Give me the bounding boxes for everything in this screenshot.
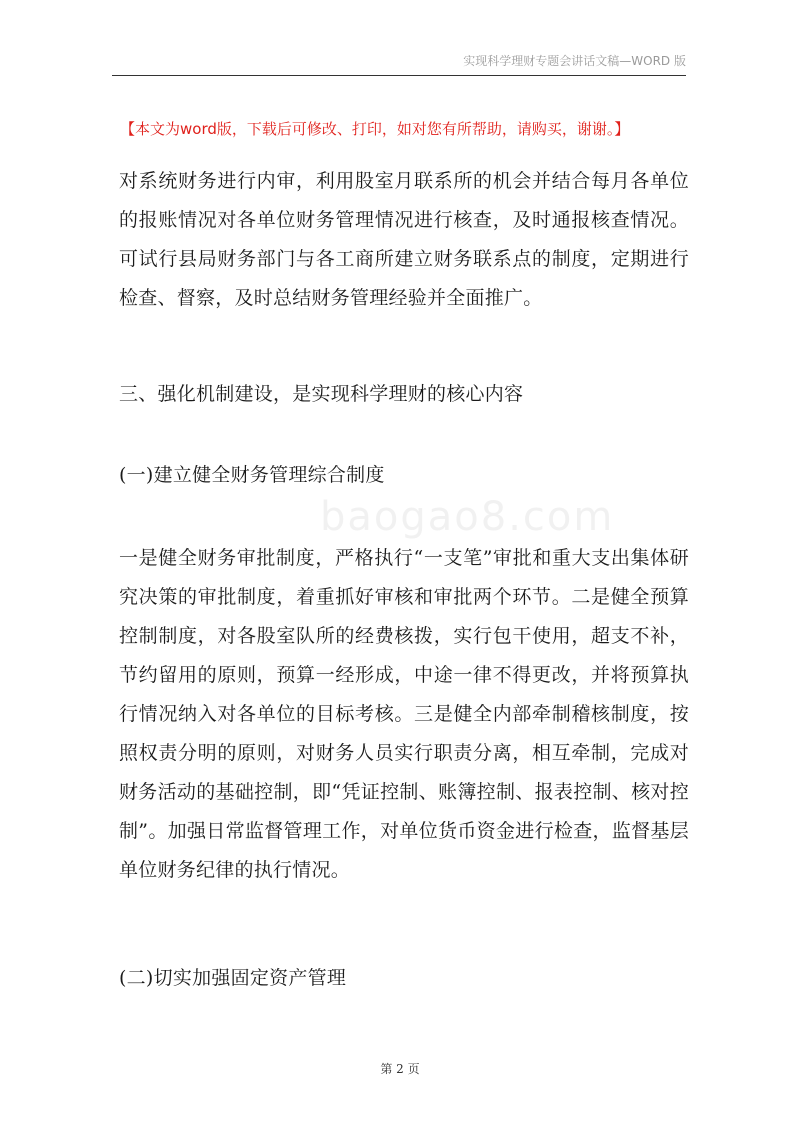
- body-paragraph-1: 对系统财务进行内审，利用股室月联系所的机会并结合每月各单位的报账情况对各单位财务管理情况进行核查，及时通报核查情况。可试行县局财务部门与各工商所建立财务联系点的制度，定期进行检查、督察，及时总结财务管理经验并全面推广。: [119, 170, 689, 309]
- page-number: 第 2 页: [380, 1062, 420, 1076]
- purchase-notice: 【本文为word版，下载后可修改、打印，如对您有所帮助，请购买，谢谢。】: [120, 120, 630, 138]
- section-heading-3: 三、强化机制建设，是实现科学理财的核心内容: [119, 383, 524, 405]
- watermark-text: baogao8.com: [320, 494, 615, 540]
- subsection-heading-1: (一)建立健全财务管理综合制度: [119, 464, 385, 486]
- header-divider: [112, 75, 686, 76]
- subsection-heading-2: (二)切实加强固定资产管理: [119, 967, 347, 989]
- page-header-title: 实现科学理财专题会讲话文稿—WORD 版: [463, 54, 686, 68]
- body-paragraph-2: 一是健全财务审批制度，严格执行“一支笔”审批和重大支出集体研究决策的审批制度，着重抓好审核和审批两个环节。二是健全预算控制制度，对各股室队所的经费核拨，实行包干使用，超支不补，节约留用的原则，预算一经形成，中途一律不得更改，并将预算执行情况纳入对各单位的目标考核。三是健全内部牵制稽核制度，按照权责分明的原则，对财务人员实行职责分离，相互牵制，完成对财务活动的基础控制，即“凭证控制、账簿控制、报表控制、核对控制”。加强日常监督管理工作，对单位货币资金进行检查，监督基层单位财务纪律的执行情况。: [119, 547, 689, 881]
